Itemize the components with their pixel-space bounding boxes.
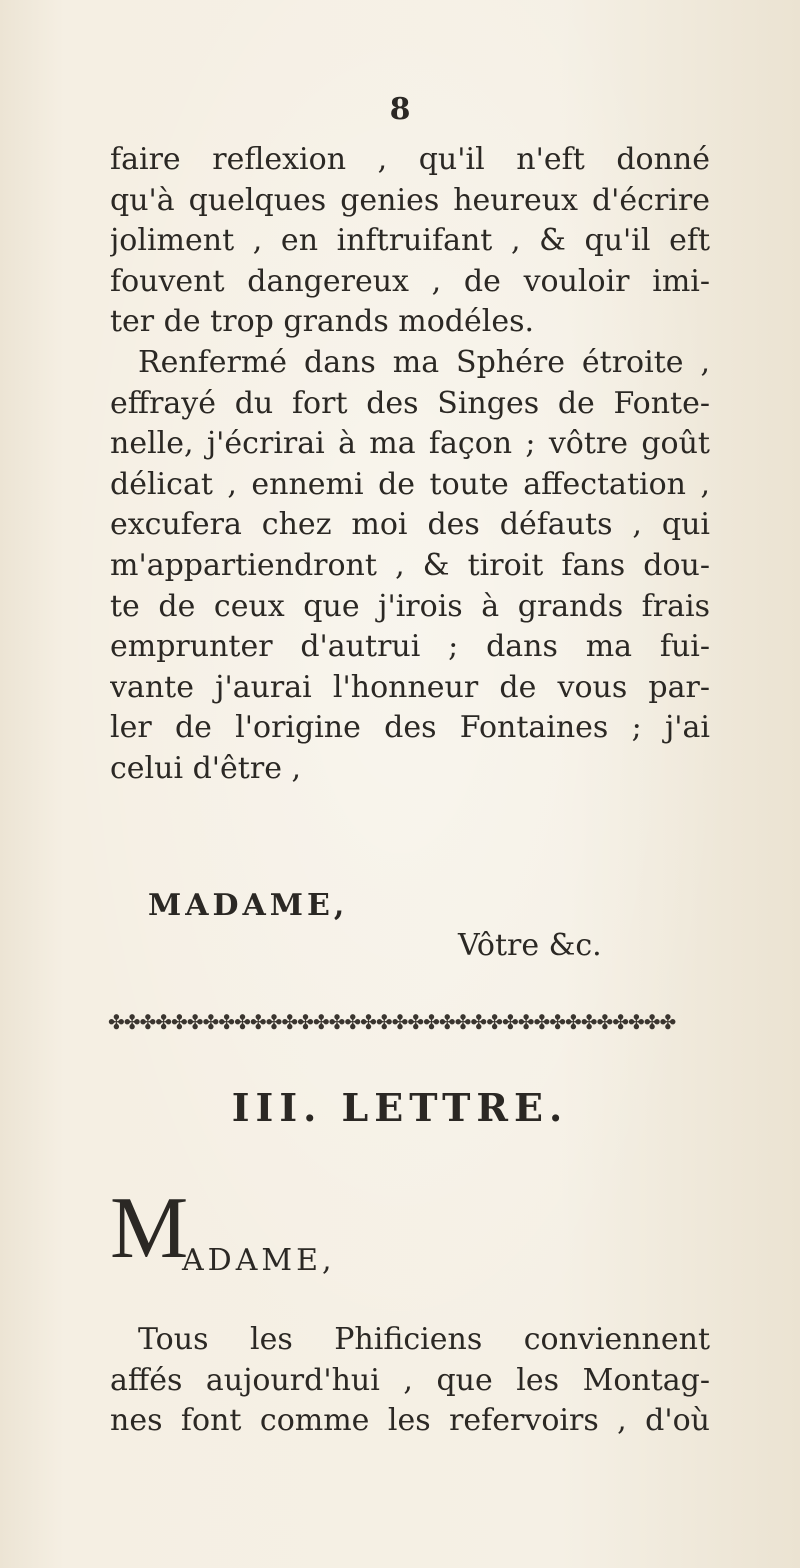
letter-heading: III. LETTRE. [231,1085,569,1130]
text-line: nes font comme les refervoirs , d'où [110,1403,710,1439]
text-line: m'appartiendront , & tiroit fans dou- [110,547,710,583]
text-line: Renfermé dans ma Sphére étroite , [138,344,710,380]
text-line: ter de trop grands modéles. [110,304,535,340]
drop-cap: M [110,1180,189,1277]
text-line: excufera chez moi des défauts , qui [110,507,710,543]
text-line: délicat , ennemi de toute affectation , [110,466,710,502]
text-line: te de ceux que j'irois à grands frais [110,588,710,624]
closing-signoff: Vôtre &c. [458,928,602,963]
text-line: fouvent dangereux , de vouloir imi- [110,263,710,299]
text-line: Tous les Phificiens conviennent [138,1322,710,1357]
text-line: vante j'aurai l'honneur de vous par- [110,669,710,705]
letter-body-text [110,1320,710,1442]
text-line: effrayé du fort des Singes de Fonte- [110,385,710,421]
text-line: ler de l'origine des Fontaines ; j'ai [110,710,710,746]
text-line: nelle, j'écrirai à ma façon ; vôtre goût [110,426,710,462]
text-line: affés aujourd'hui , que les Montag- [110,1362,710,1398]
closing-salutation: MADAME, [148,888,349,923]
text-line: celui d'être , [110,750,302,786]
opening-salutation: ADAME, [182,1243,336,1278]
text-line: qu'à quelques genies heureux d'écrire [110,182,710,218]
page-number: 8 [389,92,411,127]
ornament-divider: ✤✤✤✤✤✤✤✤✤✤✤✤✤✤✤✤✤✤✤✤✤✤✤✤✤✤✤✤✤✤✤✤✤✤✤✤ [108,1010,676,1032]
body-text [110,140,710,790]
text-line: faire reflexion , qu'il n'eft donné [110,142,710,177]
text-line: emprunter d'autrui ; dans ma fui- [110,629,710,665]
text-line: joliment , en inftruifant , & qu'il eft [110,223,710,259]
